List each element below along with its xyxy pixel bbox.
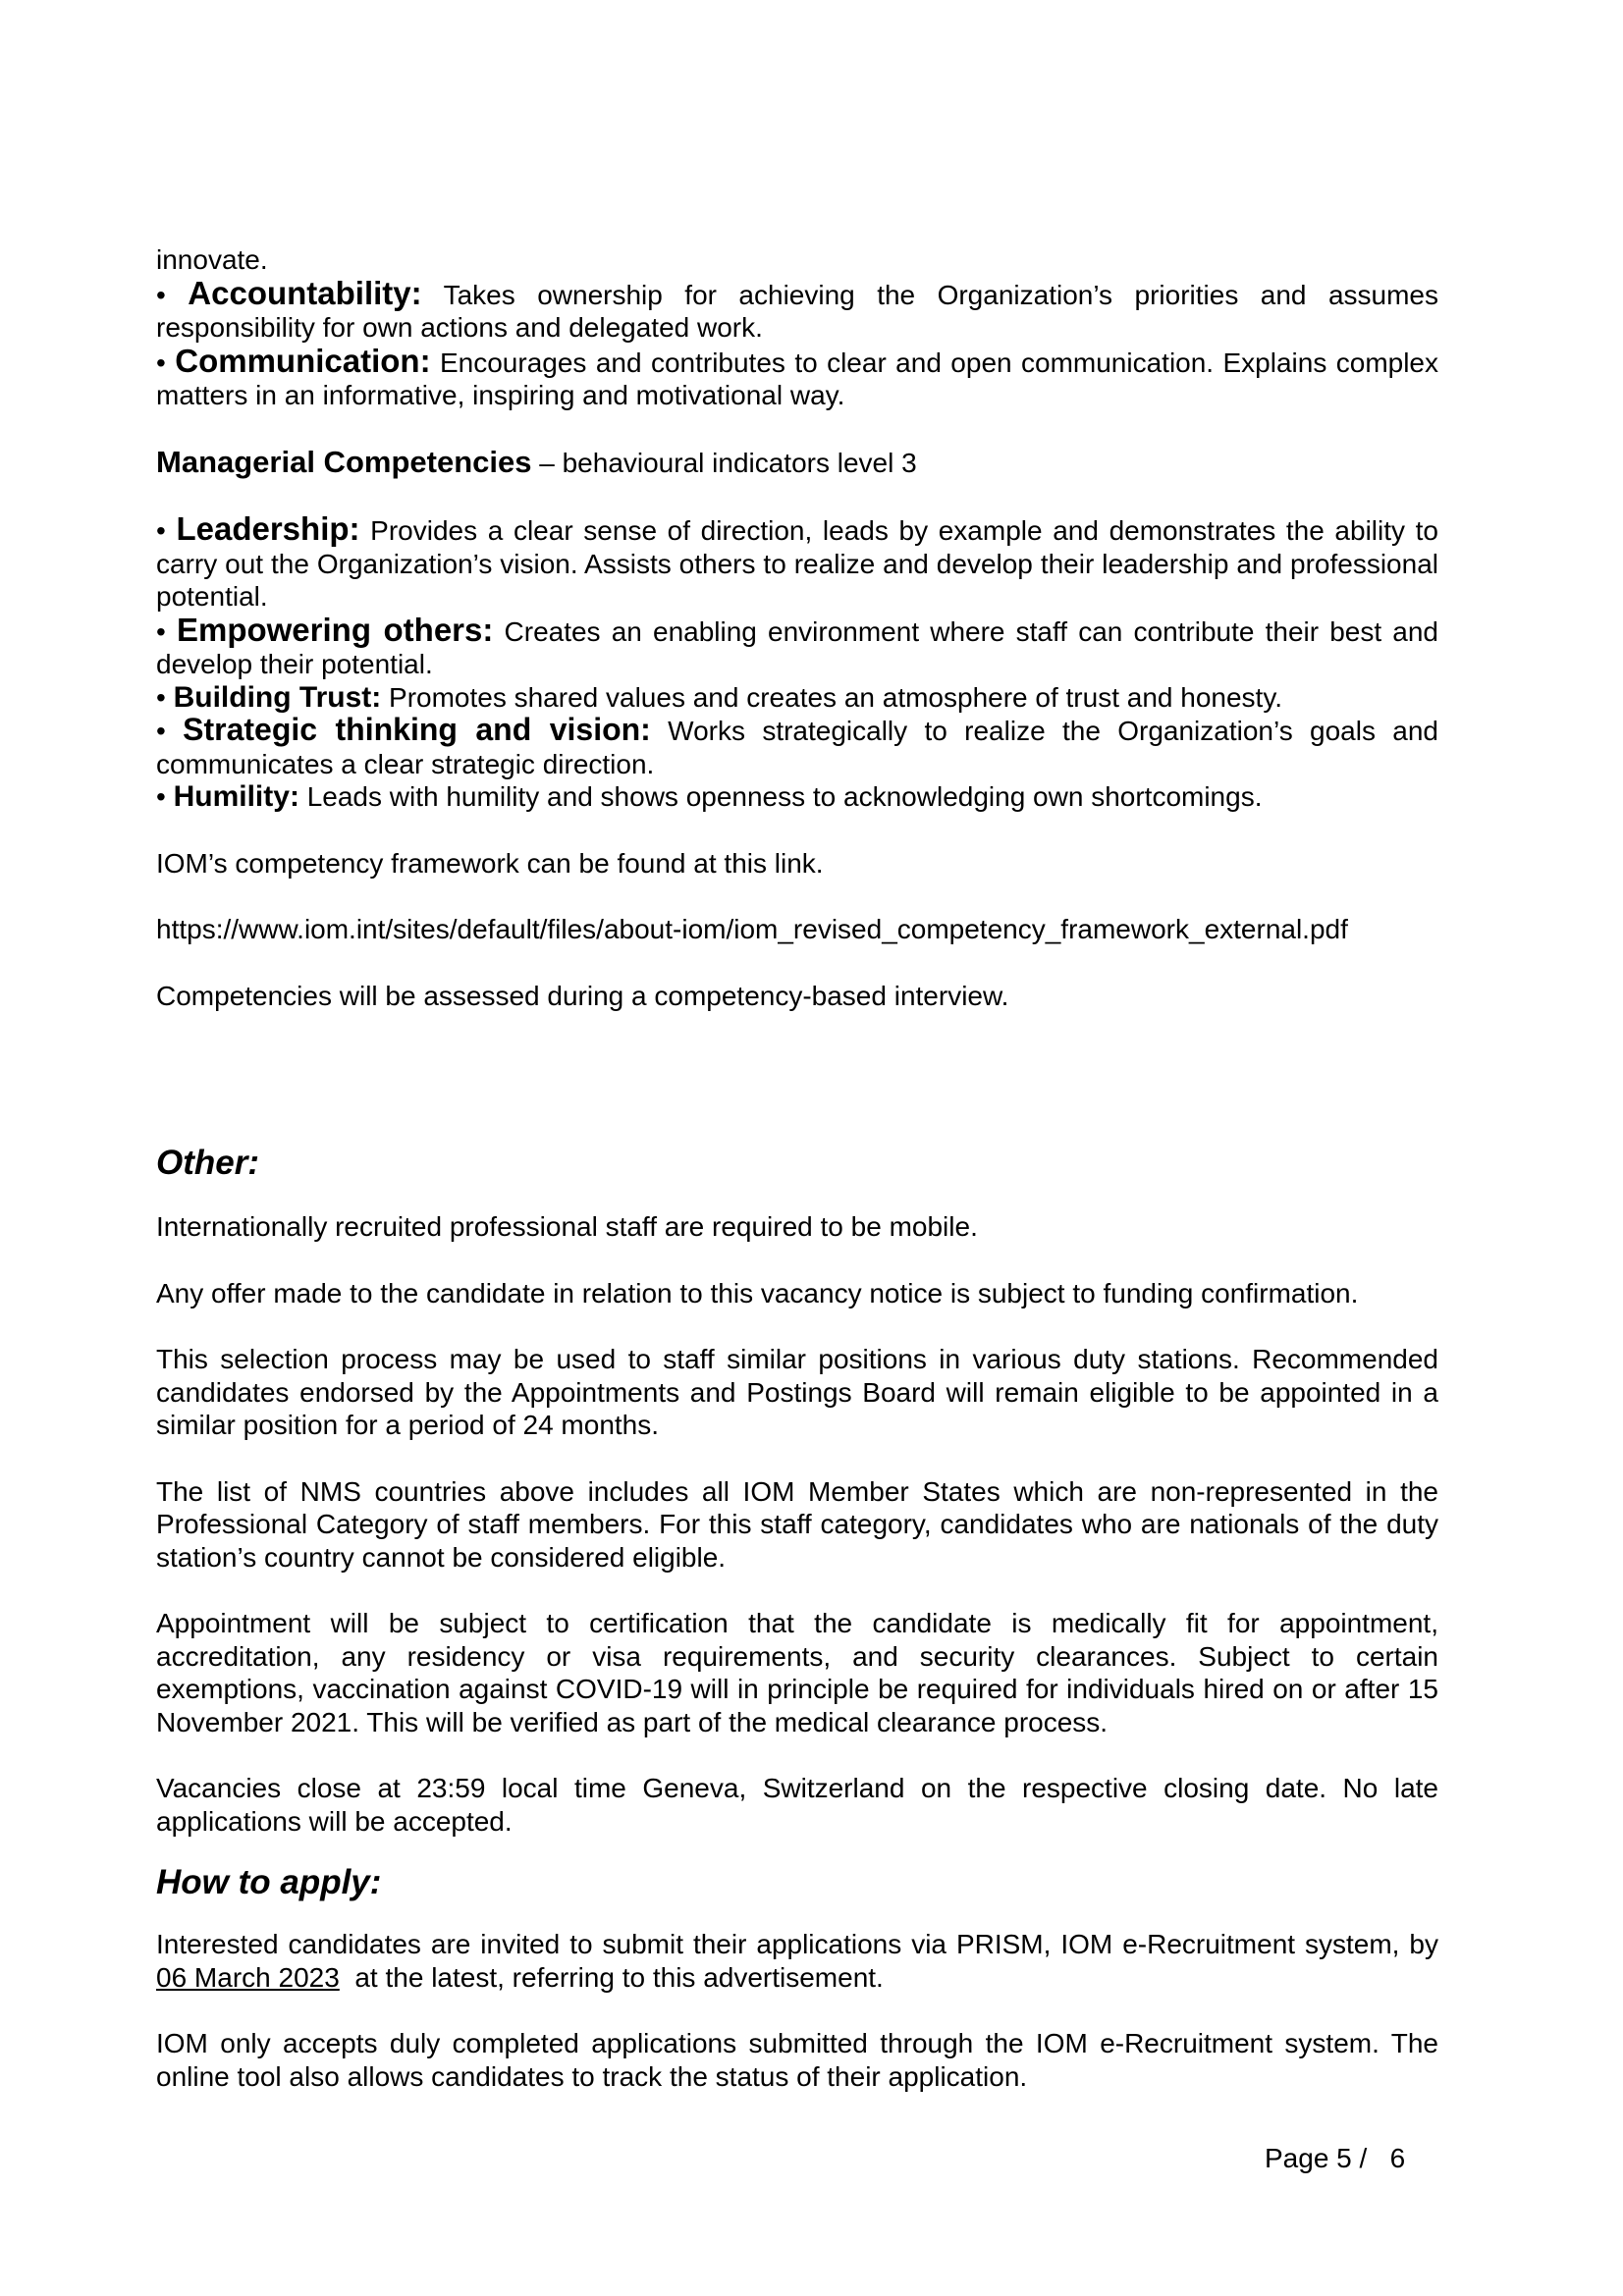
page-total: 6 [1389,2143,1406,2173]
other-paragraph: This selection process may be used to staff similar positions in various duty stations. Recommended candidates endorsed by the Appointments and Postings Board will remain eligible to be appointed in a similar position for a period of 24 months. [156,1344,1438,1440]
competency-term: Building Trust: [173,680,382,714]
bullet: • [156,781,166,812]
section-title: Managerial Competencies [156,444,532,479]
competency-description: Works strategically to realize the Organization’s goals and communicates a clear strategic direction. [156,716,1439,779]
managerial-competency-empowering [156,611,1439,681]
competency-description: Takes ownership for achieving the Organization’s priorities and assumes responsibility for own actions and delegated work. [156,279,1439,343]
page-label: Page 5 / [1265,2143,1368,2173]
competency-term: Humility: [173,780,299,813]
managerial-competency-humility [156,780,1438,814]
apply-text-end: at the latest, referring to this advertisement. [339,1961,884,1993]
how-to-apply-heading: How to apply: [156,1863,382,1901]
competency-description: Leads with humility and shows openness to acknowledging own shortcomings. [298,781,1263,812]
other-paragraph: Appointment will be subject to certification that the candidate is medically fit for appointment, accreditation, any residency or visa requirements, and security clearances. Subject to certain exemptions, vaccination against COVID-19 will in principle be required for individuals hired on or after 15 November 2021. This will be verified as part of the medical clearance process. [156,1608,1438,1737]
bullet: • [156,515,166,546]
bullet: • [156,716,166,746]
competency-description: Provides a clear sense of direction, leads by example and demonstrates the ability to carry out the Organization’s vision. Assists others to realize and develop their leadership and professional potential. [156,515,1439,612]
other-paragraph: Any offer made to the candidate in relation to this vacancy notice is subject to funding confirmation. [156,1277,1359,1308]
apply-text: Interested candidates are invited to submit their applications via PRISM, IOM e-Recruitment system, by [156,1929,1438,1959]
closing-date: 06 March 2023 [156,1961,340,1993]
framework-text: IOM’s competency framework can be found at this link. [156,847,824,879]
other-paragraph: Vacancies close at 23:59 local time Geneva, Switzerland on the respective closing date. No late applications will be accepted. [156,1773,1438,1837]
other-heading: Other: [156,1144,259,1182]
competency-term: Leadership: [176,510,360,547]
bullet: • [156,615,166,647]
managerial-competency-strategic [156,714,1438,780]
assessment-text: Competencies will be assessed during a competency-based interview. [156,980,1009,1011]
continuation-text: innovate. [156,244,268,275]
section-subtitle: – behavioural indicators level 3 [531,447,917,478]
other-paragraph: The list of NMS countries above includes all IOM Member States which are non-represented in the Professional Category of staff members. For this staff category, candidates who are nationals of the duty station’s country cannot be considered eligible. [156,1475,1438,1573]
apply-paragraph [156,1928,1438,1994]
competency-term: Strategic thinking and vision: [183,712,651,747]
competency-description: Promotes shared values and creates an atmosphere of trust and honesty. [381,681,1283,713]
competency-description: Creates an enabling environment where staff can contribute their best and develop their potential. [156,615,1439,679]
competency-term: Empowering others: [176,611,494,648]
competency-term: Communication: [175,342,431,379]
bullet: • [156,681,166,713]
document-page [156,243,1438,2093]
bullet: • [156,347,166,378]
managerial-competency-trust [156,681,1438,715]
other-paragraph: Internationally recruited professional staff are required to be mobile. [156,1211,978,1242]
apply-paragraph: IOM only accepts duly completed applications submitted through the IOM e-Recruitment system. The online tool also allows candidates to track the status of their application. [156,2028,1438,2092]
managerial-competencies-heading [156,446,1438,480]
managerial-competency-leadership [156,512,1438,614]
page-footer [1265,2143,1405,2174]
core-competency-communication [156,342,1439,412]
competency-description: Encourages and contributes to clear and open communication. Explains complex matters in an informative, inspiring and motivational way. [156,347,1439,410]
bullet: • [156,279,166,310]
competency-term: Accountability: [188,274,422,311]
framework-link[interactable]: https://www.iom.int/sites/default/files/about-iom/iom_revised_competency_framework_external.pdf [156,914,1348,944]
core-competency-accountability [156,274,1439,345]
